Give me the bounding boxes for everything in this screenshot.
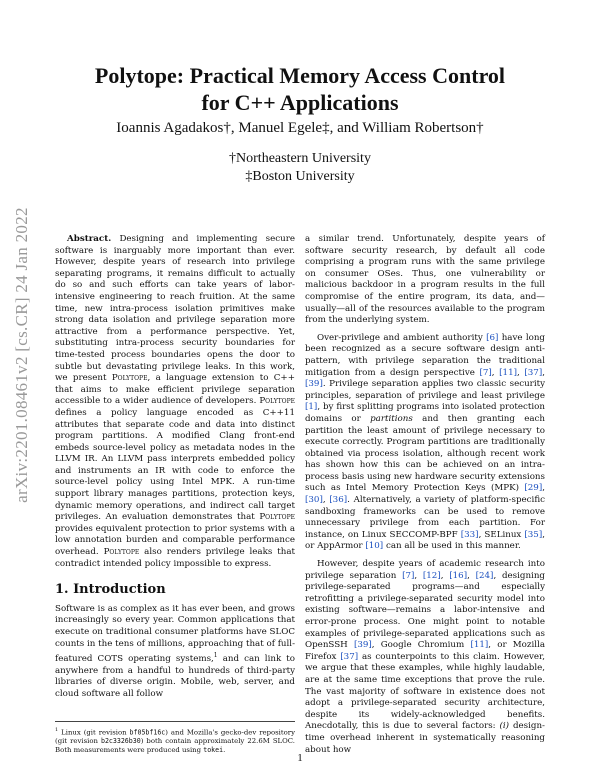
- tool-name: tokei: [203, 746, 224, 755]
- footnote-text: Linux (git revision: [58, 728, 130, 737]
- title-line-2: for C++ Applications: [201, 90, 399, 115]
- body-text: ,: [491, 367, 500, 378]
- abstract: [55, 234, 295, 570]
- footnote-number: 1: [55, 727, 59, 733]
- affiliation-northeastern: †Northeastern University: [229, 151, 371, 166]
- body-text: have long been recognized as a secure software design anti-pattern, with privilege separation the traditional mitigation from a design perspective: [305, 332, 545, 378]
- system-name: Polytope: [103, 547, 140, 558]
- paper-title: [70, 62, 530, 116]
- abstract-label: Abstract.: [67, 234, 112, 244]
- citation-link[interactable]: [36]: [329, 495, 348, 506]
- citation-link[interactable]: [30]: [305, 495, 323, 506]
- abstract-text: , a language extension to C++ that aims to make efficient privilege separation accessible to a wider audience of developers.: [55, 373, 295, 407]
- body-text: . Alternatively, a variety of platform-specific sandboxing frameworks can be used to remove unnecessary privilege from each partition. For instance, on Linux SECCOMP-BPF: [305, 495, 545, 540]
- body-text: , or Mozilla Firefox: [305, 640, 545, 662]
- git-revision: b2c3326b30: [100, 737, 141, 746]
- citation-link[interactable]: [7]: [402, 570, 415, 581]
- body-text: design-time overhead inherent in systematically reasoning about how: [305, 721, 545, 755]
- page-number: 1: [297, 752, 303, 764]
- citation-link[interactable]: [33]: [460, 529, 479, 540]
- factor-label: (i): [499, 721, 510, 732]
- arxiv-stamp: [6, 180, 38, 530]
- system-name: Polytope: [259, 512, 295, 523]
- body-text: and then granting each partition the least amount of privilege necessary to execute correctly. Program partitions are traditionally obtained via process isolation, although recent work has shown how this can be achieved on an intra-process basis using new hardware security extensions such as Intel Memory Protection Keys (MPK): [305, 413, 545, 494]
- abstract-text: defines a policy language encoded as C++11 attributes that separate code and data into distinct program partitions. A modified Clang front-end embeds source-level policy as metadata nodes in the LLVM IR. An LLVM pass interprets embedded policy and instruments an IR with code to enforce the source-level policy using Intel MPK. A run-time support library manages partitions, protection keys, dynamic memory operations, and indirect call target privileges. An evaluation demonstrates that: [55, 407, 295, 523]
- citation-link[interactable]: [39]: [353, 640, 372, 651]
- citation-link[interactable]: [1]: [305, 402, 318, 413]
- body-text: , Google Chromium: [371, 640, 471, 651]
- abstract-text: Designing and implementing secure software is inarguably more important than ever. However, despite years of research into privilege separating programs, it remains difficult to actually do so and such efforts can take years of labor-intensive engineering to reach fruition. At the same time, new intra-process isolation primitives make strong data isolation and privilege separation more attractive from a performance perspective. Yet, substituting intra-process security boundaries for time-tested process boundaries opens the door to subtle but devastating privilege leaks. In this work, we present: [55, 234, 295, 384]
- body-text: ,: [414, 570, 423, 581]
- body-paragraph: [305, 559, 545, 756]
- footnote-text: ) both contain approximately 22.6M SLOC. Both measurements were produced using: [55, 737, 295, 755]
- body-text: , or AppArmor: [305, 529, 545, 552]
- body-text: ,: [517, 367, 525, 378]
- arxiv-stamp-text: arXiv:2201.08461v2 [cs.CR] 24 Jan 2022: [12, 207, 31, 503]
- citation-link[interactable]: [16]: [449, 570, 468, 581]
- body-text: ,: [440, 570, 450, 581]
- author-list: Ioannis Agadakos†, Manuel Egele‡, and William Robertson†: [116, 120, 484, 136]
- body-text: Over-privilege and ambient authority: [317, 332, 487, 343]
- citation-link[interactable]: [6]: [486, 332, 499, 343]
- section-heading-introduction: 1. Introduction: [55, 582, 166, 598]
- affiliations: [70, 150, 530, 186]
- affiliation-boston: ‡Boston University: [245, 169, 355, 184]
- citation-link[interactable]: [39]: [305, 379, 323, 390]
- intro-text: Software is as complex as it has ever been, and grows increasingly so every year. Common applications that execute on traditional consumer platforms have SLOC counts in the tens of millions, approaching that of full-featured COTS operating systems,: [55, 603, 295, 665]
- body-text: ,: [467, 570, 476, 581]
- intro-text: and can link to anywhere from a handful to hundreds of third-party libraries of diverse origin. Mobile, web, server, and cloud software all follow: [55, 654, 295, 699]
- title-line-1: Polytope: Practical Memory Access Control: [94, 63, 506, 88]
- body-paragraph: [305, 333, 545, 553]
- footnote-marker[interactable]: 1: [213, 652, 218, 660]
- citation-link[interactable]: [35]: [524, 529, 543, 540]
- citation-link[interactable]: [12]: [422, 570, 441, 581]
- body-text: ,: [322, 495, 330, 506]
- citation-link[interactable]: [11]: [470, 640, 489, 651]
- right-column: [305, 234, 545, 756]
- body-text: as counterpoints to this claim. However, we argue that these examples, while highly laudable, are at the same time exceptions that prove the rule. The vast majority of software in existence does not adopt a privilege-separated security architecture, despite its widely-acknowledged benefits. Anecdotally, this is due to several factors:: [305, 651, 545, 732]
- body-paragraph: a similar trend. Unfortunately, despite years of software security research, by default all code comprising a program runs with the same privilege on consumer OSes. Thus, one vulnerability or malicious backdoor in a program results in the full compromise of the entire program, its data, and—usually—all of the resources available to the program from the underlying system.: [305, 234, 545, 326]
- body-text: , by first splitting programs into isolated protection domains or: [305, 402, 545, 424]
- citation-link[interactable]: [29]: [524, 483, 543, 494]
- citation-link[interactable]: [37]: [340, 651, 359, 662]
- body-text: , SELinux: [478, 529, 525, 540]
- intro-paragraph: [55, 604, 295, 701]
- body-text: . Privilege separation applies two classic security principles, separation of privilege and least privilege: [305, 379, 545, 401]
- citation-link[interactable]: [10]: [365, 541, 384, 552]
- citation-link[interactable]: [37]: [524, 367, 543, 378]
- body-text: ,: [542, 367, 545, 378]
- body-text: ,: [542, 483, 545, 494]
- abstract-text: also renders privilege leaks that contradict intended policy impossible to express.: [55, 547, 295, 569]
- body-text: can all be used in this manner.: [383, 541, 521, 552]
- body-text: However, despite years of academic research into privilege separation: [305, 559, 545, 581]
- citation-link[interactable]: [7]: [479, 367, 492, 378]
- footnote-text: ) and Mozilla's gecko-dev repository (git revision: [55, 728, 295, 746]
- body-text: , designing privilege-separated programs—and especially retrofitting a privilege-separated security model into existing software—remains a labor-intensive and error-prone process. One might point to notable examples of privilege-separated applications such as OpenSSH: [305, 570, 545, 651]
- system-name: Polytope: [259, 396, 295, 407]
- git-revision: bf05bf16c: [129, 728, 166, 737]
- citation-link[interactable]: [24]: [475, 570, 494, 581]
- emphasis-partitions: partitions: [370, 413, 413, 424]
- abstract-text: provides equivalent protection to prior systems with a low annotation burden and comparable performance overhead.: [55, 523, 295, 558]
- footnote-text: .: [223, 746, 226, 755]
- footnote: [55, 721, 295, 755]
- system-name: Polytope: [111, 373, 148, 384]
- left-column: [55, 234, 295, 700]
- citation-link[interactable]: [11]: [499, 367, 518, 378]
